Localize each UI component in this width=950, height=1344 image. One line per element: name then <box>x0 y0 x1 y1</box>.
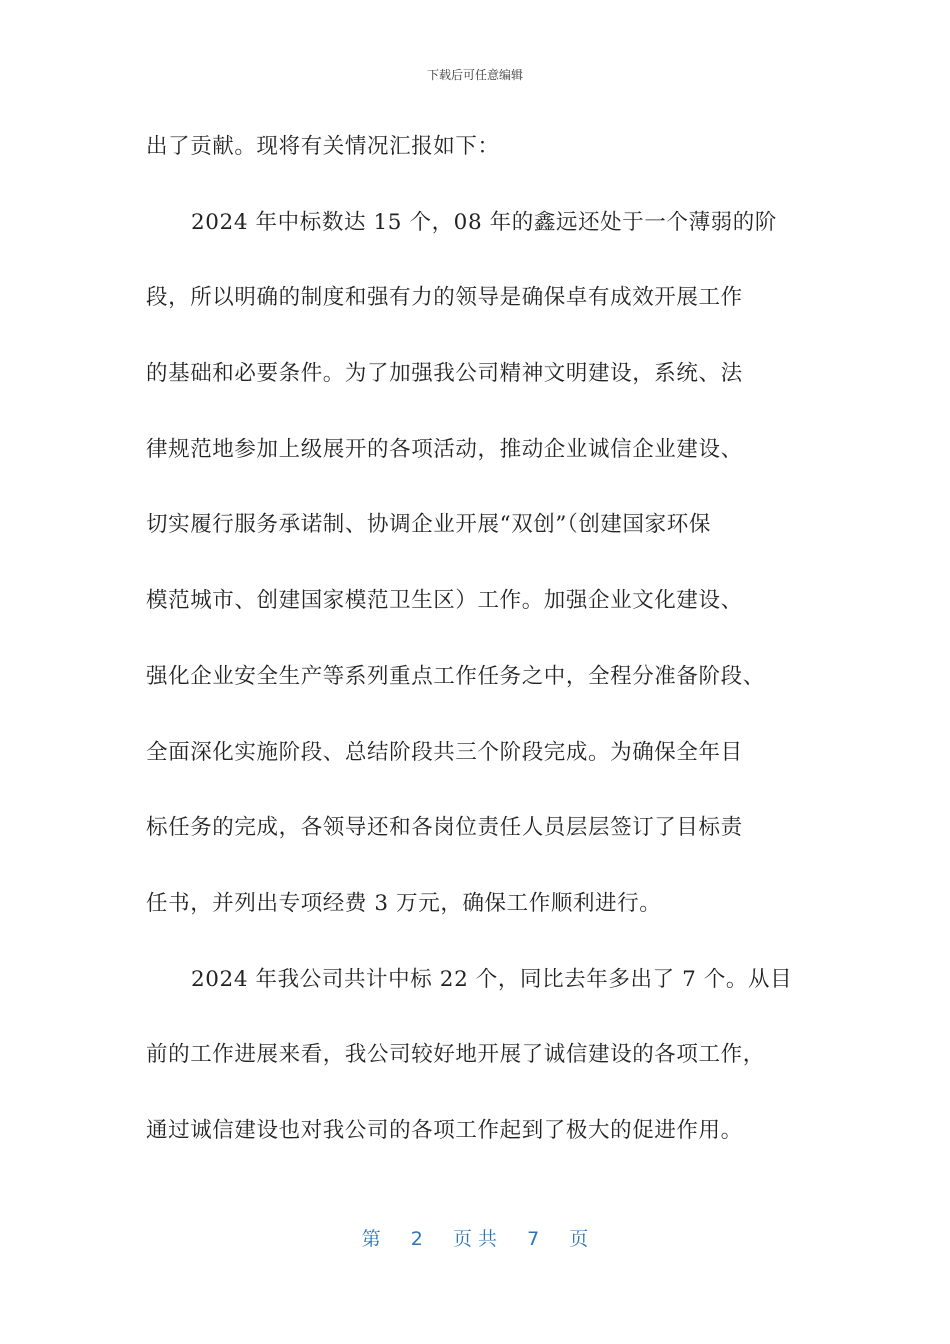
page-header: 下载后可任意编辑 <box>426 68 523 82</box>
text-line: 模范城市、创建国家模范卫生区）工作。加强企业文化建设、 <box>146 588 743 614</box>
page-number-footer <box>0 1224 950 1251</box>
footer-middle: 页 共 <box>452 1228 498 1250</box>
text-line: 通过诚信建设也对我公司的各项工作起到了极大的促进作用。 <box>146 1117 743 1143</box>
current-page-number: 2 <box>410 1228 423 1250</box>
text-line: 出了贡献。现将有关情况汇报如下： <box>146 134 500 159</box>
text-line: 2024 年我公司共计中标 22 个，同比去年多出了 7 个。从目 <box>191 966 793 992</box>
text-line: 全面深化实施阶段、总结阶段共三个阶段完成。为确保全年目 <box>146 739 743 765</box>
text-line: 前的工作进展来看，我公司较好地开展了诚信建设的各项工作， <box>146 1042 765 1068</box>
document-body <box>146 122 826 1182</box>
text-line: 2024 年中标数达 15 个，08 年的鑫远还处于一个薄弱的阶 <box>191 209 777 235</box>
total-page-number: 7 <box>527 1228 540 1250</box>
footer-suffix: 页 <box>569 1228 589 1250</box>
text-line: 段，所以明确的制度和强有力的领导是确保卓有成效开展工作 <box>146 285 743 311</box>
text-line: 律规范地参加上级展开的各项活动，推动企业诚信企业建设、 <box>146 436 743 462</box>
text-line: 标任务的完成，各领导还和各岗位责任人员层层签订了目标责 <box>146 815 743 841</box>
text-line: 强化企业安全生产等系列重点工作任务之中，全程分准备阶段、 <box>146 663 765 689</box>
text-line: 的基础和必要条件。为了加强我公司精神文明建设，系统、法 <box>146 361 743 387</box>
footer-prefix: 第 <box>361 1228 381 1250</box>
text-line: 任书，并列出专项经费 3 万元，确保工作顺利进行。 <box>146 890 662 916</box>
text-line: 切实履行服务承诺制、协调企业开展“双创”（创建国家环保 <box>146 512 711 538</box>
